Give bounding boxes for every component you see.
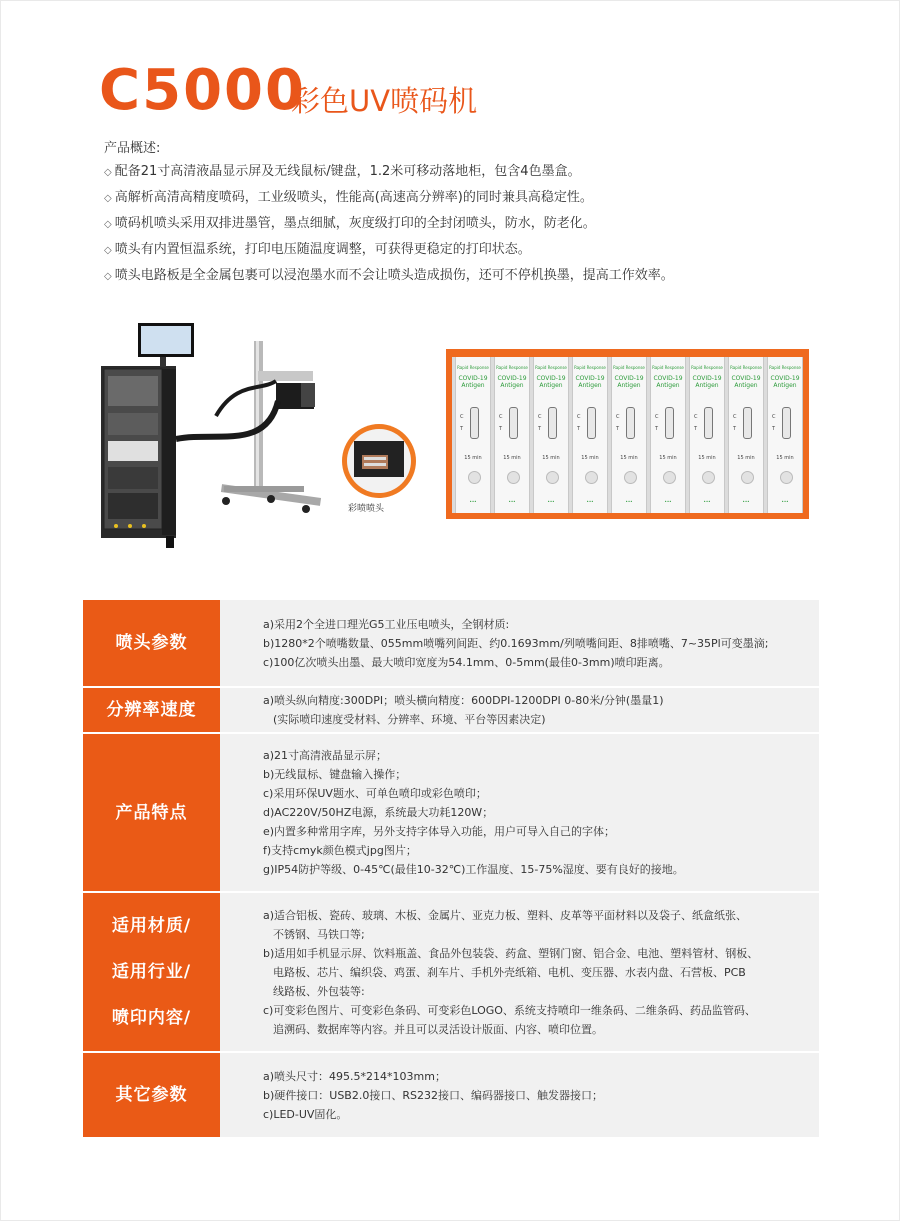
ct-marks: C T (655, 414, 659, 432)
overview-item: ◇ 喷头电路板是全金属包裹可以浸泡墨水而不会让喷头造成损伤，还可不停机换墨，提高工作效率。 (104, 268, 674, 283)
cassette-dots: ••• (664, 499, 672, 504)
spec-row-other (83, 1053, 819, 1137)
cassette-time: 15 min (620, 455, 638, 461)
nozzle-caption: 彩喷喷头 (348, 504, 385, 514)
diamond-bullet-icon: ◇ (104, 167, 112, 178)
spec-content: a)喷头纵向精度:300DPI；喷头横向精度：600DPI-1200DPI 0-80米/分钟(墨量1) (实际喷印速度受材料、分辨率、环境、平台等因素决定) (263, 694, 664, 726)
printer-machine-image (96, 321, 426, 556)
cassette-brand: Rapid Response (652, 365, 684, 370)
cassette-dots: ••• (703, 499, 711, 504)
test-cassette (572, 357, 608, 513)
cassette-time: 15 min (464, 455, 482, 461)
sample-well (468, 471, 481, 484)
cassette-row (452, 357, 803, 513)
cassette-brand: Rapid Response (535, 365, 567, 370)
cassette-time: 15 min (698, 455, 716, 461)
result-window (626, 407, 635, 439)
overview-item: ◇ 配备21寸高清液晶显示屏及无线鼠标/键盘，1.2米可移动落地柜，包含4色墨盒。 (104, 164, 581, 179)
cassette-brand: Rapid Response (730, 365, 762, 370)
ct-marks: C T (694, 414, 698, 432)
sample-well (507, 471, 520, 484)
test-cassette (494, 357, 530, 513)
spec-row-features (83, 734, 819, 893)
spec-table (83, 600, 819, 1137)
cassette-time: 15 min (542, 455, 560, 461)
result-window (470, 407, 479, 439)
result-window (587, 407, 596, 439)
diamond-bullet-icon: ◇ (104, 245, 112, 256)
diamond-bullet-icon: ◇ (104, 271, 112, 282)
product-model-title: C5000 (99, 58, 306, 123)
spec-row-resolution (83, 688, 819, 734)
cassette-label: COVID-19 Antigen (692, 375, 722, 389)
cassette-time: 15 min (503, 455, 521, 461)
product-name-title: 彩色UV喷码机 (291, 84, 478, 118)
overview-item: ◇ 喷头有内置恒温系统，打印电压随温度调整，可获得更稳定的打印状态。 (104, 242, 531, 257)
cassette-dots: ••• (781, 499, 789, 504)
spec-heading: 产品特点 (83, 734, 220, 891)
test-cassette (455, 357, 491, 513)
cassette-time: 15 min (659, 455, 677, 461)
cassette-dots: ••• (547, 499, 555, 504)
test-cassette (650, 357, 686, 513)
sample-well (702, 471, 715, 484)
spec-content: a)喷头尺寸：495.5*214*103mm； b)硬件接口：USB2.0接口、RS232接口、编码器接口、触发器接口； c)LED-UV固化。 (263, 1069, 603, 1121)
sample-well (546, 471, 559, 484)
spec-row-nozzle (83, 600, 819, 688)
result-window (782, 407, 791, 439)
ct-marks: C T (733, 414, 737, 432)
result-window (743, 407, 752, 439)
overview-item: ◇ 高解析高清高精度喷码，工业级喷头，性能高(高速高分辨率)的同时兼具高稳定性。 (104, 190, 593, 205)
result-window (665, 407, 674, 439)
sample-well (624, 471, 637, 484)
test-cassette (689, 357, 725, 513)
cassette-label: COVID-19 Antigen (731, 375, 761, 389)
cassette-label: COVID-19 Antigen (770, 375, 800, 389)
sample-well (741, 471, 754, 484)
test-cassette (533, 357, 569, 513)
cassette-brand: Rapid Response (457, 365, 489, 370)
cassette-dots: ••• (625, 499, 633, 504)
sample-well (585, 471, 598, 484)
ct-marks: C T (616, 414, 620, 432)
result-window (704, 407, 713, 439)
result-window (509, 407, 518, 439)
test-cassette (767, 357, 803, 513)
test-cassette-photo (446, 349, 809, 519)
spec-content: a)采用2个全进口理光G5工业压电喷头，全钢材质: b)1280*2个喷嘴数量、055mm喷嘴列间距、约0.1693mm/列喷嘴间距、8排喷嘴、7~35Pl可变墨滴; c)100亿次喷头出墨、最大喷印宽度为54.1mm、0-5mm(最佳0-3mm)喷印距离。 (263, 617, 769, 669)
cassette-dots: ••• (469, 499, 477, 504)
cassette-time: 15 min (776, 455, 794, 461)
cassette-label: COVID-19 Antigen (575, 375, 605, 389)
cassette-dots: ••• (586, 499, 594, 504)
cassette-label: COVID-19 Antigen (653, 375, 683, 389)
cassette-label: COVID-19 Antigen (536, 375, 566, 389)
spec-heading: 适用材质/ 适用行业/ 喷印内容/ (83, 893, 220, 1051)
ct-marks: C T (499, 414, 503, 432)
ct-marks: C T (772, 414, 776, 432)
cassette-label: COVID-19 Antigen (458, 375, 488, 389)
diamond-bullet-icon: ◇ (104, 193, 112, 204)
ct-marks: C T (538, 414, 542, 432)
sample-well (663, 471, 676, 484)
test-cassette (611, 357, 647, 513)
cassette-time: 15 min (737, 455, 755, 461)
test-cassette (728, 357, 764, 513)
cassette-brand: Rapid Response (496, 365, 528, 370)
cassette-brand: Rapid Response (691, 365, 723, 370)
cassette-label: COVID-19 Antigen (497, 375, 527, 389)
overview-list (104, 159, 674, 289)
ct-marks: C T (460, 414, 464, 432)
cassette-brand: Rapid Response (769, 365, 801, 370)
spec-content: a)21寸高清液晶显示屏； b)无线鼠标、键盘输入操作； c)采用环保UV题水、可单色喷印或彩色喷印； d)AC220V/50HZ电源，系统最大功耗120W； e)内置多种常用字库，另外支持字体导入功能，用户可导入自己的字体； f)支持cmyk颜色模式jpg图片； g)IP54防护等级、0-45℃(最佳10-32℃)工作温度、15-75%湿度、要有良好的接地。 (263, 749, 684, 876)
overview-label: 产品概述: (104, 141, 161, 156)
diamond-bullet-icon: ◇ (104, 219, 112, 230)
brochure-page (1, 1, 899, 1220)
sample-well (780, 471, 793, 484)
spec-heading: 喷头参数 (83, 600, 220, 686)
cassette-time: 15 min (581, 455, 599, 461)
spec-row-applications (83, 893, 819, 1053)
cassette-brand: Rapid Response (574, 365, 606, 370)
cassette-label: COVID-19 Antigen (614, 375, 644, 389)
cassette-dots: ••• (508, 499, 516, 504)
spec-heading: 其它参数 (83, 1053, 220, 1137)
result-window (548, 407, 557, 439)
cassette-dots: ••• (742, 499, 750, 504)
spec-heading: 分辨率速度 (83, 688, 220, 732)
ct-marks: C T (577, 414, 581, 432)
spec-content: a)适合铝板、瓷砖、玻璃、木板、金属片、亚克力板、塑料、皮革等平面材料以及袋子、纸盒纸张、 不锈钢、马铁口等; b)适用如手机显示屏、饮料瓶盖、食品外包装袋、药盒、塑钢门窗、铝合金、电池、塑料管材、钢板、 电路板、芯片、编织袋、鸡蛋、刹车片、手机外壳纸箱、电机、变压器、水表内盘、石营板、PCB 线路板、外包装等: c)可变彩色图片、可变彩色条码、可变彩色LOGO、系统支持喷印一维条码、二维条码、药品监管码、 追溯码、数据库等内容。并且可以灵活设计版面、内容、喷印位置。 (263, 908, 759, 1036)
cassette-brand: Rapid Response (613, 365, 645, 370)
overview-item: ◇ 喷码机喷头采用双排进墨管，墨点细腻，灰度级打印的全封闭喷头，防水，防老化。 (104, 216, 596, 231)
